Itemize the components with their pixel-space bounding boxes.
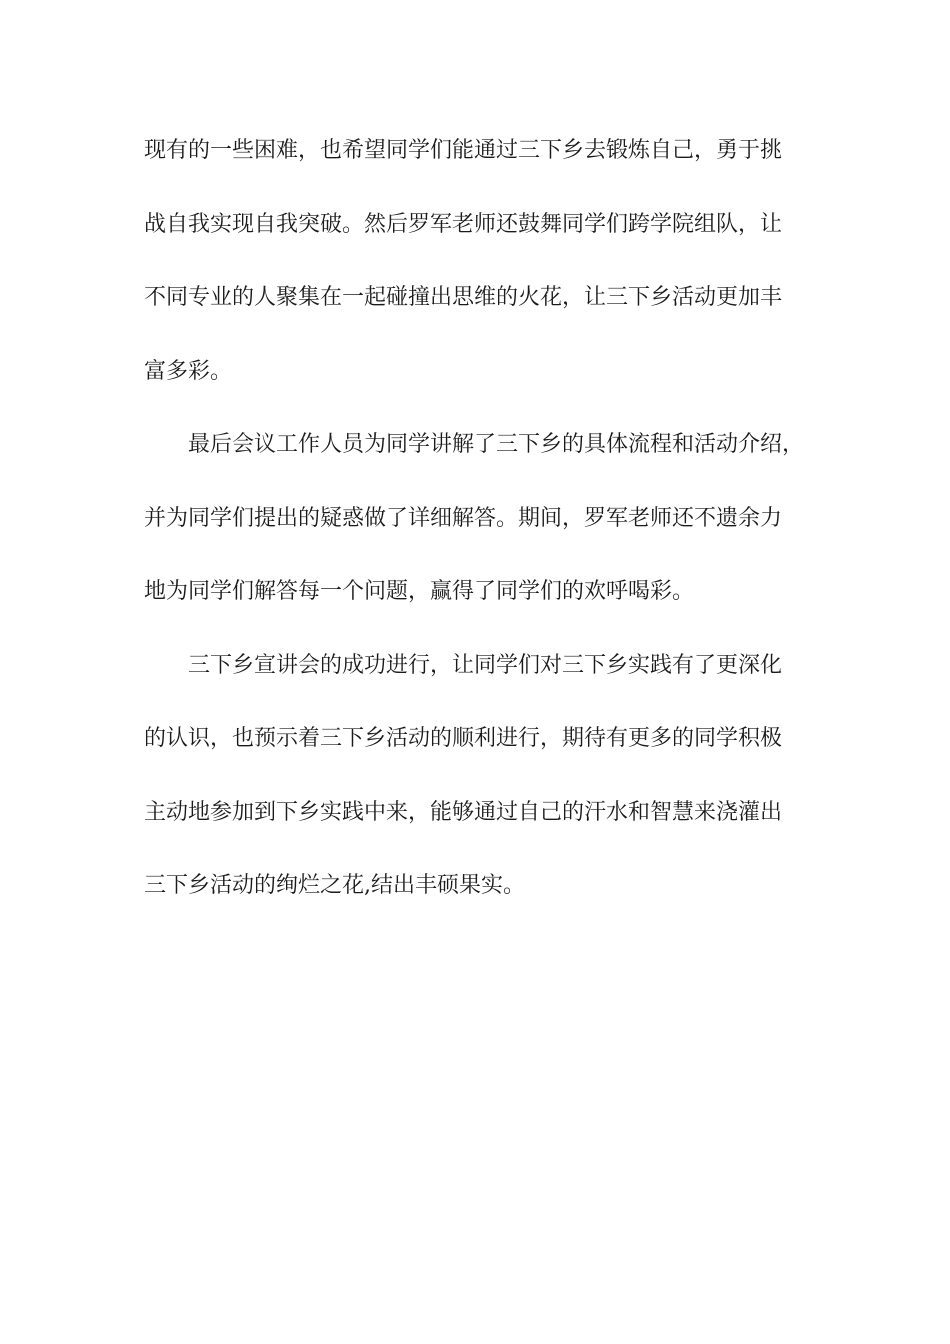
- text-line: 战自我实现自我突破。然后罗军老师还鼓舞同学们跨学院组队，让: [144, 211, 783, 237]
- text-line: 三下乡活动的绚烂之花,结出丰硕果实。: [144, 873, 525, 898]
- text-line: 现有的一些困难，也希望同学们能通过三下乡去锻炼自己，勇于挑: [144, 138, 783, 163]
- text-line: 的认识，也预示着三下乡活动的顺利进行，期待有更多的同学积极: [144, 726, 783, 751]
- body-text: [144, 128, 816, 908]
- text-line: 三下乡宣讲会的成功进行，让同学们对三下乡实践有了更深化: [144, 652, 783, 678]
- text-line: 并为同学们提出的疑惑做了详细解答。期间，罗军老师还不遗余力: [144, 505, 783, 531]
- text-line: 富多彩。: [144, 358, 233, 384]
- text-line: 不同专业的人聚集在一起碰撞出思维的火花，让三下乡活动更加丰: [144, 285, 783, 310]
- text-line: 地为同学们解答每一个问题，赢得了同学们的欢呼喝彩。: [144, 579, 695, 604]
- text-line: 主动地参加到下乡实践中来，能够通过自己的汗水和智慧来浇灌出: [144, 799, 783, 825]
- text-line: 最后会议工作人员为同学讲解了三下乡的具体流程和活动介绍，: [144, 432, 805, 457]
